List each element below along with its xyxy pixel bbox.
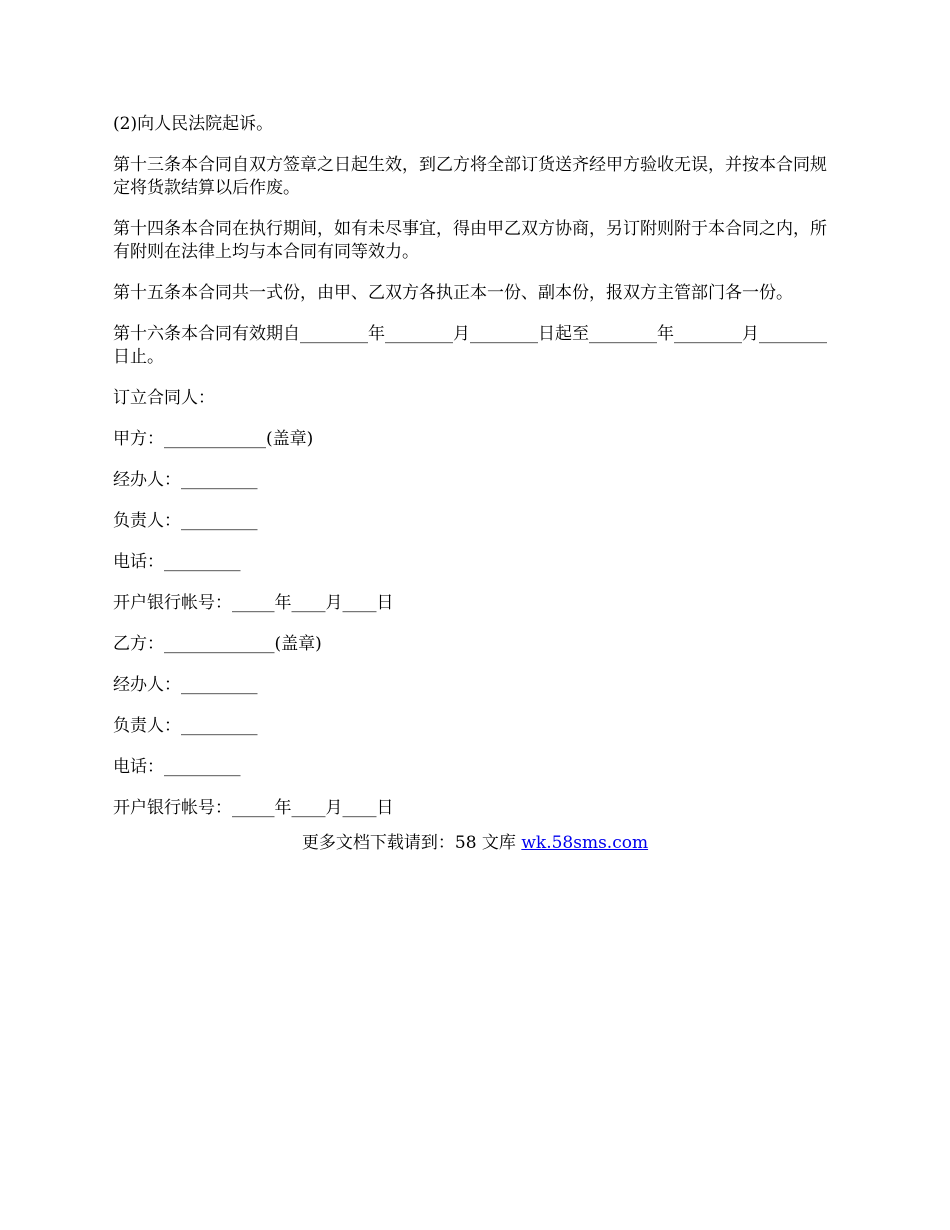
footer-text: 更多文档下载请到：58 文库 [301, 833, 522, 853]
party-a-phone: 电话：_________ [113, 552, 241, 572]
clause-16-validity: 第十六条本合同有效期自________年________月________日起至________年________月________日止。 [113, 324, 827, 367]
footer-link[interactable]: wk.58sms.com [521, 833, 649, 853]
party-b-line: 乙方：_____________(盖章) [113, 634, 322, 654]
clause-14-supplement: 第十四条本合同在执行期间，如有未尽事宜，得由甲乙双方协商，另订附则附于本合同之内，所有附则在法律上均与本合同有同等效力。 [113, 219, 827, 262]
party-b-responsible: 负责人：_________ [113, 716, 258, 736]
signatories-heading: 订立合同人： [113, 388, 215, 408]
clause-15-copies: 第十五条本合同共一式份，由甲、乙双方各执正本一份、副本份，报双方主管部门各一份。 [113, 283, 793, 303]
clause-litigation: (2)向人民法院起诉。 [113, 114, 274, 134]
party-a-line: 甲方：____________(盖章) [113, 429, 314, 449]
party-b-agent: 经办人：_________ [113, 675, 258, 695]
party-b-phone: 电话：_________ [113, 757, 241, 777]
party-a-bank: 开户银行帐号：_____年____月____日 [113, 593, 394, 613]
party-b-bank: 开户银行帐号：_____年____月____日 [113, 798, 394, 818]
party-a-responsible: 负责人：_________ [113, 511, 258, 531]
clause-13-effective: 第十三条本合同自双方签章之日起生效，到乙方将全部订货送齐经甲方验收无误，并按本合同规定将货款结算以后作废。 [113, 155, 827, 198]
document-body [113, 113, 843, 838]
download-footer [0, 832, 950, 855]
party-a-agent: 经办人：_________ [113, 470, 258, 490]
